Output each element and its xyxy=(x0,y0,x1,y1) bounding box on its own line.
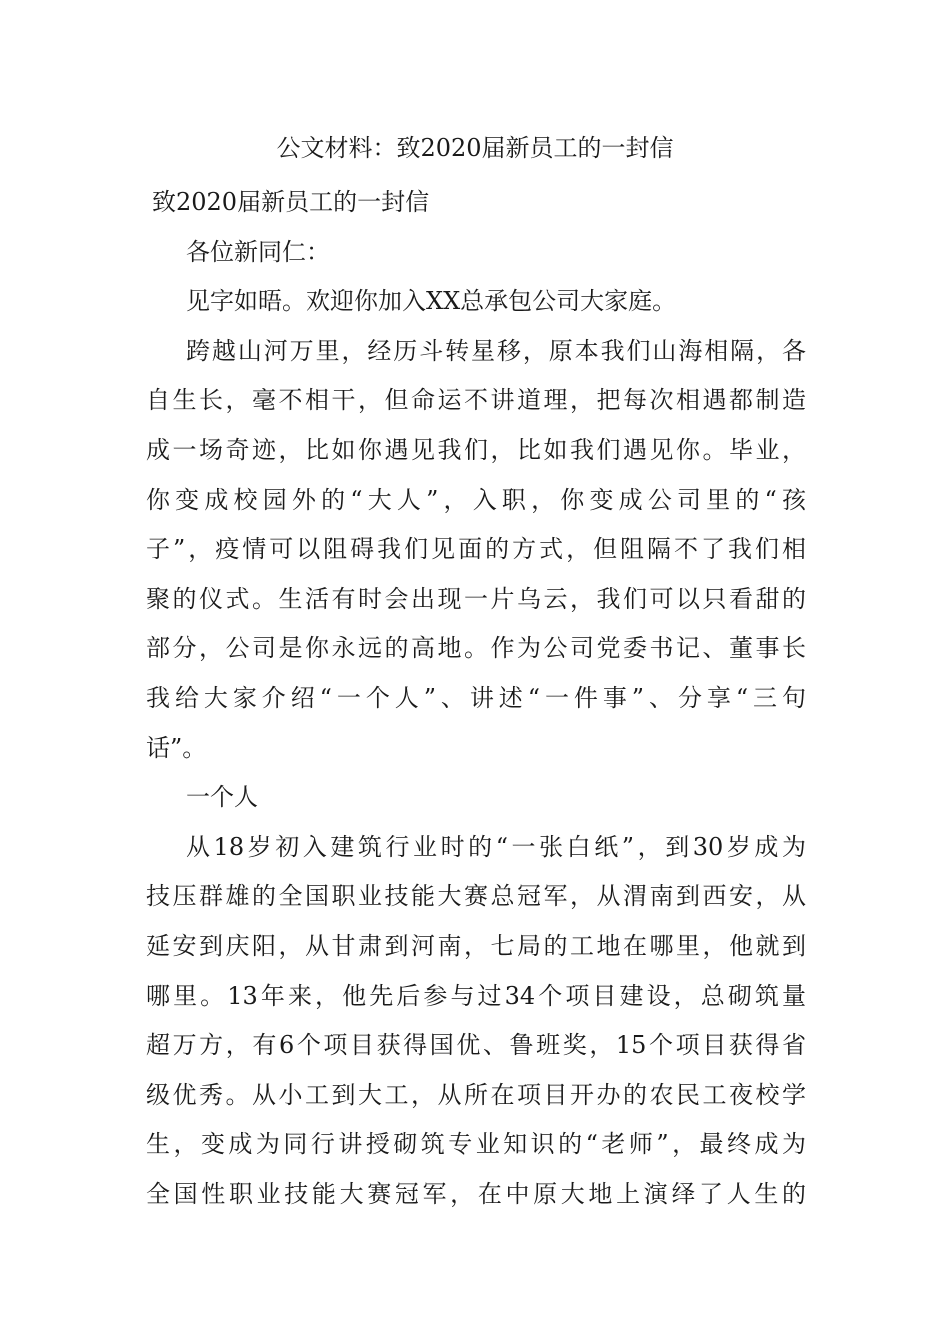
section-heading: 一个人 xyxy=(186,783,258,812)
paragraph-line: 部分，公司是你永远的高地。作为公司党委书记、董事长 xyxy=(146,634,806,663)
paragraph-line: 生，变成为同行讲授砌筑专业知识的“老师”，最终成为 xyxy=(146,1130,806,1159)
paragraph-line: 从18岁初入建筑行业时的“一张白纸”，到30岁成为 xyxy=(186,832,806,861)
paragraph-line: 子”，疫情可以阻碍我们见面的方式，但阻隔不了我们相 xyxy=(146,535,806,564)
document-subtitle: 致2020届新员工的一封信 xyxy=(152,188,430,216)
paragraph-line: 成一场奇迹，比如你遇见我们，比如我们遇见你。毕业， xyxy=(146,435,806,464)
document-title: 公文材料：致2020届新员工的一封信 xyxy=(276,134,674,162)
paragraph-line: 自生长，毫不相干，但命运不讲道理，把每次相遇都制造 xyxy=(146,386,806,415)
paragraph-line: 技压群雄的全国职业技能大赛总冠军，从渭南到西安，从 xyxy=(146,882,806,911)
greeting-line: 见字如晤。欢迎你加入XX总承包公司大家庭。 xyxy=(186,287,677,316)
salutation: 各位新同仁： xyxy=(186,237,330,266)
paragraph-line: 级优秀。从小工到大工，从所在项目开办的农民工夜校学 xyxy=(146,1080,806,1109)
paragraph-line: 延安到庆阳，从甘肃到河南，七局的工地在哪里，他就到 xyxy=(146,931,806,960)
document-body xyxy=(146,178,806,1219)
paragraph-line: 话”。 xyxy=(146,733,207,762)
paragraph-line: 超万方，有6个项目获得国优、鲁班奖，15个项目获得省 xyxy=(146,1031,806,1060)
paragraph-line: 全国性职业技能大赛冠军，在中原大地上演绎了人生的 xyxy=(146,1179,806,1208)
paragraph-line: 你变成校园外的“大人”，入职，你变成公司里的“孩 xyxy=(146,485,806,514)
paragraph-line: 聚的仪式。生活有时会出现一片乌云，我们可以只看甜的 xyxy=(146,584,806,613)
paragraph-line: 我给大家介绍“一个人”、讲述“一件事”、分享“三句 xyxy=(146,683,806,712)
paragraph-line: 跨越山河万里，经历斗转星移，原本我们山海相隔，各 xyxy=(186,336,806,365)
paragraph-line: 哪里。13年来，他先后参与过34个项目建设，总砌筑量 xyxy=(146,981,806,1010)
